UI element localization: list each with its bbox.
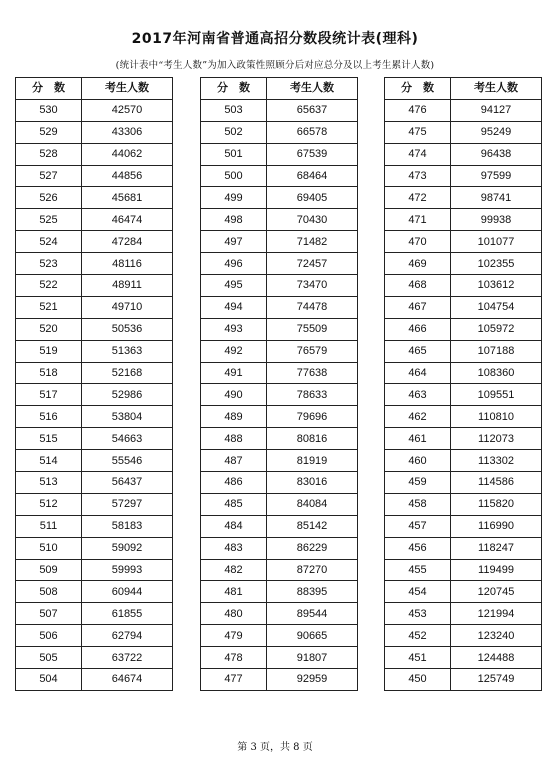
score-cell: 450 <box>385 669 451 691</box>
table-row <box>385 406 542 428</box>
table-row <box>201 603 358 625</box>
table-row <box>16 231 173 253</box>
score-cell: 478 <box>201 647 267 669</box>
score-table-3 <box>384 77 542 691</box>
header-score: 分 数 <box>201 78 267 100</box>
table-row <box>385 318 542 340</box>
table-row <box>385 209 542 231</box>
header-count: 考生人数 <box>267 78 358 100</box>
table-row <box>16 121 173 143</box>
table-row <box>385 384 542 406</box>
count-cell: 59993 <box>82 559 173 581</box>
score-cell: 454 <box>385 581 451 603</box>
table-row <box>201 559 358 581</box>
count-cell: 104754 <box>451 296 542 318</box>
count-cell: 58183 <box>82 515 173 537</box>
count-cell: 115820 <box>451 493 542 515</box>
header-count: 考生人数 <box>82 78 173 100</box>
score-cell: 512 <box>16 493 82 515</box>
score-cell: 497 <box>201 231 267 253</box>
count-cell: 116990 <box>451 515 542 537</box>
table-row <box>16 581 173 603</box>
count-cell: 120745 <box>451 581 542 603</box>
table-row <box>201 187 358 209</box>
count-cell: 50536 <box>82 318 173 340</box>
table-row <box>16 472 173 494</box>
count-cell: 47284 <box>82 231 173 253</box>
table-row <box>201 231 358 253</box>
count-cell: 108360 <box>451 362 542 384</box>
count-cell: 95249 <box>451 121 542 143</box>
score-cell: 475 <box>385 121 451 143</box>
score-cell: 465 <box>385 340 451 362</box>
score-cell: 524 <box>16 231 82 253</box>
count-cell: 67539 <box>267 143 358 165</box>
count-cell: 86229 <box>267 537 358 559</box>
table-row <box>385 515 542 537</box>
score-cell: 498 <box>201 209 267 231</box>
count-cell: 48911 <box>82 275 173 297</box>
table-row <box>16 340 173 362</box>
count-cell: 105972 <box>451 318 542 340</box>
score-cell: 529 <box>16 121 82 143</box>
score-cell: 507 <box>16 603 82 625</box>
header-count: 考生人数 <box>451 78 542 100</box>
count-cell: 81919 <box>267 450 358 472</box>
score-cell: 509 <box>16 559 82 581</box>
table-row <box>385 165 542 187</box>
table-row <box>385 296 542 318</box>
count-cell: 42570 <box>82 99 173 121</box>
table-row <box>385 253 542 275</box>
table-row <box>201 428 358 450</box>
score-table-2 <box>200 77 358 691</box>
score-cell: 479 <box>201 625 267 647</box>
page-title: 2017年河南省普通高招分数段统计表(理科) <box>131 31 419 47</box>
table-row <box>201 165 358 187</box>
score-cell: 477 <box>201 669 267 691</box>
score-cell: 493 <box>201 318 267 340</box>
count-cell: 125749 <box>451 669 542 691</box>
table-row <box>385 669 542 691</box>
table-header-row <box>385 78 542 100</box>
table-row <box>16 450 173 472</box>
table-row <box>16 253 173 275</box>
score-cell: 462 <box>385 406 451 428</box>
score-cell: 495 <box>201 275 267 297</box>
count-cell: 65637 <box>267 99 358 121</box>
table-row <box>16 143 173 165</box>
score-cell: 494 <box>201 296 267 318</box>
score-cell: 463 <box>385 384 451 406</box>
score-cell: 491 <box>201 362 267 384</box>
table-row <box>201 537 358 559</box>
score-cell: 489 <box>201 406 267 428</box>
count-cell: 84084 <box>267 493 358 515</box>
score-cell: 488 <box>201 428 267 450</box>
table-row <box>201 669 358 691</box>
table-row <box>201 625 358 647</box>
score-cell: 476 <box>385 99 451 121</box>
table-row <box>16 537 173 559</box>
score-cell: 500 <box>201 165 267 187</box>
count-cell: 69405 <box>267 187 358 209</box>
score-cell: 468 <box>385 275 451 297</box>
count-cell: 62794 <box>82 625 173 647</box>
score-cell: 511 <box>16 515 82 537</box>
score-cell: 457 <box>385 515 451 537</box>
score-cell: 482 <box>201 559 267 581</box>
table-row <box>16 428 173 450</box>
count-cell: 113302 <box>451 450 542 472</box>
table-row <box>16 515 173 537</box>
table-header-row <box>16 78 173 100</box>
score-cell: 474 <box>385 143 451 165</box>
table-row <box>385 581 542 603</box>
table-row <box>385 559 542 581</box>
table-row <box>16 187 173 209</box>
count-cell: 79696 <box>267 406 358 428</box>
table-row <box>201 275 358 297</box>
table-row <box>385 340 542 362</box>
score-cell: 481 <box>201 581 267 603</box>
table-row <box>16 384 173 406</box>
count-cell: 102355 <box>451 253 542 275</box>
score-cell: 505 <box>16 647 82 669</box>
count-cell: 90665 <box>267 625 358 647</box>
score-cell: 521 <box>16 296 82 318</box>
score-cell: 519 <box>16 340 82 362</box>
count-cell: 72457 <box>267 253 358 275</box>
table-row <box>385 493 542 515</box>
count-cell: 87270 <box>267 559 358 581</box>
count-cell: 80816 <box>267 428 358 450</box>
count-cell: 91807 <box>267 647 358 669</box>
score-cell: 480 <box>201 603 267 625</box>
table-row <box>16 559 173 581</box>
table-row <box>201 647 358 669</box>
score-table-1 <box>15 77 173 691</box>
count-cell: 51363 <box>82 340 173 362</box>
score-cell: 510 <box>16 537 82 559</box>
score-cell: 472 <box>385 187 451 209</box>
score-cell: 455 <box>385 559 451 581</box>
count-cell: 121994 <box>451 603 542 625</box>
count-cell: 45681 <box>82 187 173 209</box>
table-row <box>201 121 358 143</box>
score-cell: 485 <box>201 493 267 515</box>
count-cell: 74478 <box>267 296 358 318</box>
score-cell: 470 <box>385 231 451 253</box>
table-row <box>16 603 173 625</box>
count-cell: 60944 <box>82 581 173 603</box>
score-cell: 513 <box>16 472 82 494</box>
table-row <box>201 99 358 121</box>
score-cell: 518 <box>16 362 82 384</box>
score-cell: 483 <box>201 537 267 559</box>
count-cell: 99938 <box>451 209 542 231</box>
table-row <box>385 625 542 647</box>
score-cell: 516 <box>16 406 82 428</box>
score-cell: 484 <box>201 515 267 537</box>
count-cell: 124488 <box>451 647 542 669</box>
score-cell: 501 <box>201 143 267 165</box>
header-score: 分 数 <box>385 78 451 100</box>
count-cell: 110810 <box>451 406 542 428</box>
score-cell: 496 <box>201 253 267 275</box>
score-cell: 514 <box>16 450 82 472</box>
count-cell: 57297 <box>82 493 173 515</box>
score-cell: 456 <box>385 537 451 559</box>
score-cell: 466 <box>385 318 451 340</box>
table-row <box>16 625 173 647</box>
count-cell: 123240 <box>451 625 542 647</box>
count-cell: 112073 <box>451 428 542 450</box>
table-row <box>201 296 358 318</box>
score-cell: 525 <box>16 209 82 231</box>
count-cell: 71482 <box>267 231 358 253</box>
score-cell: 530 <box>16 99 82 121</box>
table-row <box>201 209 358 231</box>
score-cell: 492 <box>201 340 267 362</box>
count-cell: 49710 <box>82 296 173 318</box>
score-cell: 464 <box>385 362 451 384</box>
table-row <box>201 472 358 494</box>
table-row <box>201 253 358 275</box>
count-cell: 78633 <box>267 384 358 406</box>
table-row <box>201 362 358 384</box>
score-cell: 473 <box>385 165 451 187</box>
score-cell: 523 <box>16 253 82 275</box>
score-cell: 453 <box>385 603 451 625</box>
table-row <box>16 165 173 187</box>
table-row <box>385 428 542 450</box>
count-cell: 43306 <box>82 121 173 143</box>
score-cell: 471 <box>385 209 451 231</box>
score-cell: 526 <box>16 187 82 209</box>
table-row <box>201 318 358 340</box>
table-row <box>385 472 542 494</box>
count-cell: 44856 <box>82 165 173 187</box>
count-cell: 118247 <box>451 537 542 559</box>
score-cell: 503 <box>201 99 267 121</box>
table-row <box>201 581 358 603</box>
page-subtitle: (统计表中“考生人数”为加入政策性照顾分后对应总分及以上考生累计人数) <box>115 60 435 71</box>
table-row <box>385 231 542 253</box>
count-cell: 77638 <box>267 362 358 384</box>
count-cell: 64674 <box>82 669 173 691</box>
count-cell: 48116 <box>82 253 173 275</box>
page-number: 第 3 页，共 8 页 <box>237 742 313 753</box>
table-row <box>16 318 173 340</box>
count-cell: 70430 <box>267 209 358 231</box>
count-cell: 44062 <box>82 143 173 165</box>
count-cell: 85142 <box>267 515 358 537</box>
count-cell: 103612 <box>451 275 542 297</box>
count-cell: 53804 <box>82 406 173 428</box>
count-cell: 75509 <box>267 318 358 340</box>
table-row <box>16 209 173 231</box>
score-cell: 508 <box>16 581 82 603</box>
table-row <box>385 121 542 143</box>
table-row <box>16 493 173 515</box>
count-cell: 89544 <box>267 603 358 625</box>
count-cell: 76579 <box>267 340 358 362</box>
count-cell: 55546 <box>82 450 173 472</box>
score-cell: 499 <box>201 187 267 209</box>
score-cell: 452 <box>385 625 451 647</box>
score-cell: 460 <box>385 450 451 472</box>
score-cell: 527 <box>16 165 82 187</box>
score-cell: 504 <box>16 669 82 691</box>
score-cell: 458 <box>385 493 451 515</box>
count-cell: 63722 <box>82 647 173 669</box>
table-row <box>16 647 173 669</box>
score-cell: 451 <box>385 647 451 669</box>
score-cell: 486 <box>201 472 267 494</box>
table-row <box>16 296 173 318</box>
score-cell: 469 <box>385 253 451 275</box>
score-cell: 520 <box>16 318 82 340</box>
count-cell: 52168 <box>82 362 173 384</box>
table-row <box>201 143 358 165</box>
table-header-row <box>201 78 358 100</box>
count-cell: 88395 <box>267 581 358 603</box>
table-row <box>385 362 542 384</box>
header-score: 分 数 <box>16 78 82 100</box>
count-cell: 52986 <box>82 384 173 406</box>
count-cell: 54663 <box>82 428 173 450</box>
table-row <box>385 187 542 209</box>
table-row <box>201 450 358 472</box>
score-cell: 522 <box>16 275 82 297</box>
count-cell: 119499 <box>451 559 542 581</box>
score-cell: 487 <box>201 450 267 472</box>
count-cell: 83016 <box>267 472 358 494</box>
table-row <box>201 384 358 406</box>
count-cell: 107188 <box>451 340 542 362</box>
table-row <box>201 406 358 428</box>
table-row <box>16 99 173 121</box>
count-cell: 59092 <box>82 537 173 559</box>
count-cell: 96438 <box>451 143 542 165</box>
score-cell: 461 <box>385 428 451 450</box>
table-row <box>385 450 542 472</box>
score-cell: 502 <box>201 121 267 143</box>
table-row <box>385 99 542 121</box>
count-cell: 97599 <box>451 165 542 187</box>
count-cell: 56437 <box>82 472 173 494</box>
score-cell: 459 <box>385 472 451 494</box>
score-cell: 490 <box>201 384 267 406</box>
table-row <box>385 143 542 165</box>
count-cell: 109551 <box>451 384 542 406</box>
table-row <box>385 647 542 669</box>
table-row <box>201 340 358 362</box>
table-row <box>385 537 542 559</box>
score-cell: 528 <box>16 143 82 165</box>
score-cell: 515 <box>16 428 82 450</box>
count-cell: 73470 <box>267 275 358 297</box>
table-row <box>385 275 542 297</box>
table-row <box>16 362 173 384</box>
table-row <box>16 669 173 691</box>
count-cell: 92959 <box>267 669 358 691</box>
count-cell: 98741 <box>451 187 542 209</box>
table-row <box>16 275 173 297</box>
count-cell: 68464 <box>267 165 358 187</box>
count-cell: 61855 <box>82 603 173 625</box>
score-cell: 467 <box>385 296 451 318</box>
table-row <box>201 515 358 537</box>
count-cell: 101077 <box>451 231 542 253</box>
table-row <box>16 406 173 428</box>
count-cell: 94127 <box>451 99 542 121</box>
table-row <box>201 493 358 515</box>
count-cell: 114586 <box>451 472 542 494</box>
table-row <box>385 603 542 625</box>
count-cell: 66578 <box>267 121 358 143</box>
score-cell: 517 <box>16 384 82 406</box>
count-cell: 46474 <box>82 209 173 231</box>
score-cell: 506 <box>16 625 82 647</box>
